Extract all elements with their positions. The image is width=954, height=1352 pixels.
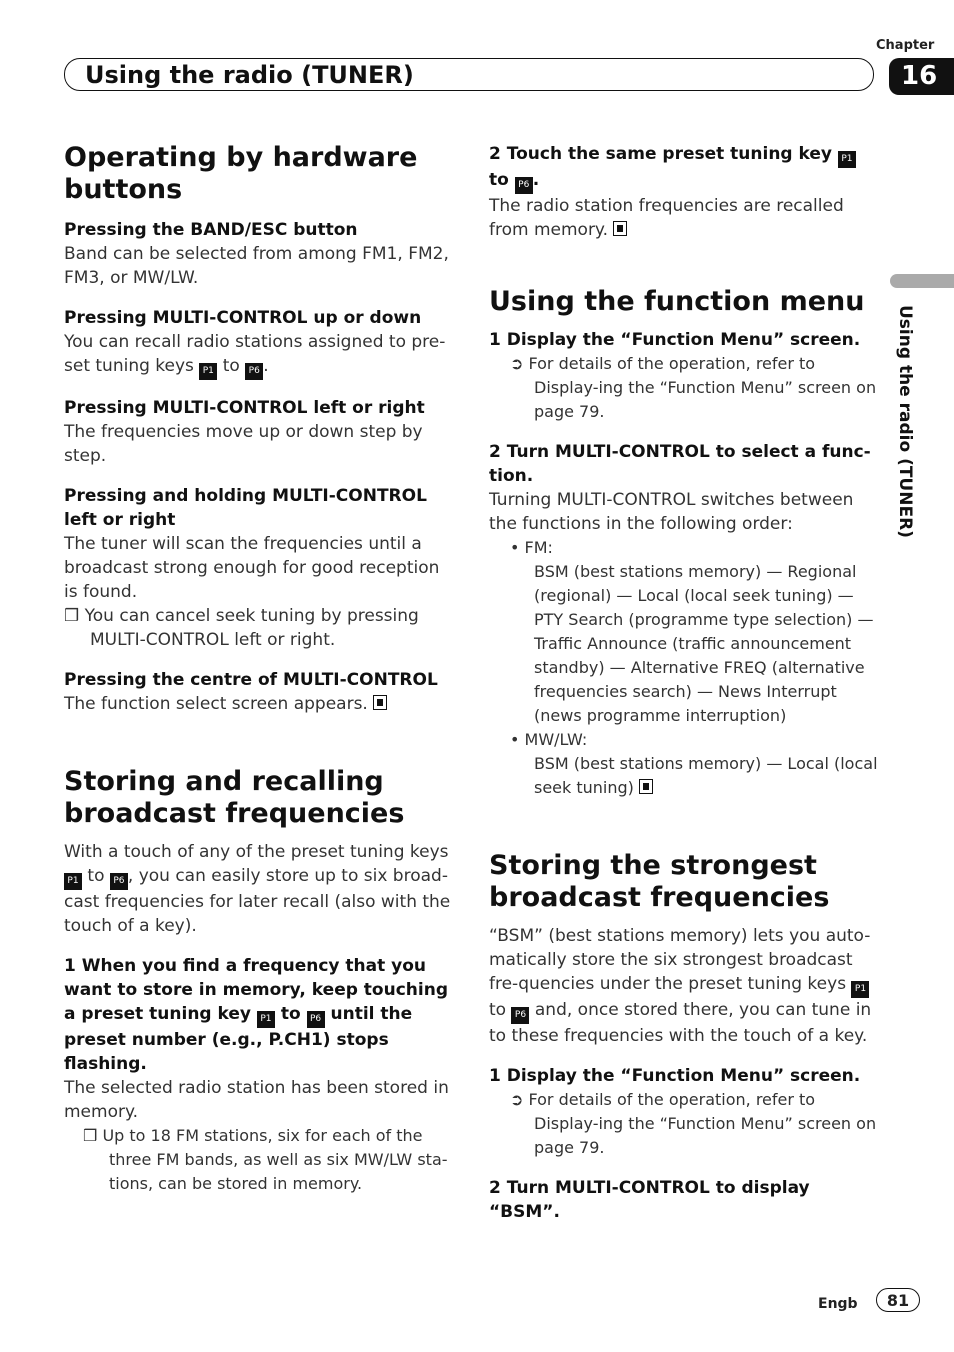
strong-step-2: 2 Turn MULTI-CONTROL to display “BSM”. <box>489 1178 810 1222</box>
strong-text: “BSM” (best stations memory) lets you auto-matically store the six strongest broadcast fre-quencies under the preset tuning keys P1 to P6 and, once stored there, you can tune in to these frequencies with the touch of a key. <box>489 926 872 1046</box>
end-mark-icon <box>373 695 387 710</box>
strong-heading: Storing the strongest broadcast frequencies <box>489 850 830 913</box>
func-heading: Using the function menu <box>489 286 865 317</box>
func-text: Turning MULTI-CONTROL switches between the functions in the following order: <box>489 490 854 534</box>
right-column <box>489 142 879 1224</box>
store-step-2: 2 Touch the same preset tuning key P1 to P6 . <box>489 142 879 194</box>
store-step-1-result: The selected radio station has been stored in memory. <box>64 1078 449 1122</box>
end-mark-icon <box>613 221 627 236</box>
chapter-number: 16 <box>889 58 954 95</box>
bullet-icon: • <box>510 730 525 749</box>
left-column <box>64 142 454 1196</box>
language-label: Engb <box>818 1296 858 1312</box>
mc-hold-text: The tuner will scan the frequencies until a broadcast strong enough for good reception is found. <box>64 534 440 602</box>
p1-key-icon: P1 <box>199 363 217 380</box>
p1-key-icon: P1 <box>64 873 82 890</box>
bullet-icon: • <box>510 538 525 557</box>
func-step-1: 1 Display the “Function Menu” screen. <box>489 330 861 350</box>
mw-list: • MW/LW: BSM (best stations memory) — Local (local seek tuning) <box>510 730 878 797</box>
mc-hold-subheading: Pressing and holding MULTI-CONTROL left or right <box>64 486 427 530</box>
page-title: Using the radio (TUNER) <box>85 61 414 89</box>
mc-updown-text: You can recall radio stations assigned to pre-set tuning keys P1 to P6 . <box>64 330 454 380</box>
func-step-2: 2 Turn MULTI-CONTROL to select a func-tion. <box>489 442 871 486</box>
mc-lr-text: The frequencies move up or down step by step. <box>64 422 423 466</box>
arrow-bullet-icon: ➲ <box>510 354 529 373</box>
mc-centre-text: The function select screen appears. <box>64 692 454 716</box>
p6-key-icon: P6 <box>511 1007 529 1024</box>
page-number: 81 <box>876 1288 920 1312</box>
band-text: Band can be selected from among FM1, FM2, FM3, or MW/LW. <box>64 244 449 288</box>
header-bar <box>64 58 874 91</box>
store-step-2-result: The radio station frequencies are recalled from memory. <box>489 196 844 240</box>
p1-key-icon: P1 <box>838 151 856 168</box>
p6-key-icon: P6 <box>110 873 128 890</box>
p6-key-icon: P6 <box>307 1011 325 1028</box>
store-heading: Storing and recalling broadcast frequencies <box>64 766 405 829</box>
hw-heading: Operating by hardware buttons <box>64 142 418 205</box>
p1-key-icon: P1 <box>851 981 869 998</box>
p6-key-icon: P6 <box>245 363 263 380</box>
strong-note: ➲ For details of the operation, refer to Display-ing the “Function Menu” screen on page 79. <box>510 1090 877 1157</box>
chapter-label: Chapter <box>876 38 935 53</box>
strong-step-1: 1 Display the “Function Menu” screen. <box>489 1066 861 1086</box>
store-step-1-note: ❒ Up to 18 FM stations, six for each of the three FM bands, as well as six MW/LW sta-tions, can be stored in memory. <box>83 1126 448 1193</box>
checkbox-bullet-icon: ❒ <box>83 1126 103 1145</box>
store-intro: With a touch of any of the preset tuning keys P1 to P6 , you can easily store up to six broad-cast frequencies for later recall (also with the touch of a key). <box>64 842 451 936</box>
side-tab-marker <box>890 274 954 288</box>
checkbox-bullet-icon: ❒ <box>64 606 85 626</box>
p6-key-icon: P6 <box>515 177 533 194</box>
mc-centre-subheading: Pressing the centre of MULTI-CONTROL <box>64 670 438 690</box>
func-note: ➲ For details of the operation, refer to Display-ing the “Function Menu” screen on page 79. <box>510 354 877 421</box>
side-tab-text: Using the radio (TUNER) <box>895 305 915 538</box>
end-mark-icon <box>639 779 653 794</box>
arrow-bullet-icon: ➲ <box>510 1090 529 1109</box>
mc-lr-subheading: Pressing MULTI-CONTROL left or right <box>64 398 425 418</box>
mc-hold-note: ❒ You can cancel seek tuning by pressing MULTI-CONTROL left or right. <box>64 606 419 650</box>
fm-list: • FM: BSM (best stations memory) — Regional (regional) — Local (local seek tuning) — PTY Search (programme type selection) — Traffic Announce (traffic announcement standby) — Alternative FREQ (alternative frequencies search) — News Interrupt (news programme interruption) <box>510 538 874 725</box>
mc-updown-subheading: Pressing MULTI-CONTROL up or down <box>64 308 422 328</box>
band-subheading: Pressing the BAND/ESC button <box>64 220 358 240</box>
p1-key-icon: P1 <box>257 1011 275 1028</box>
store-step-1: 1 When you find a frequency that you want to store in memory, keep touching a preset tuning key P1 to P6 until the preset number (e.g., P.CH1) stops flashing. <box>64 956 448 1074</box>
